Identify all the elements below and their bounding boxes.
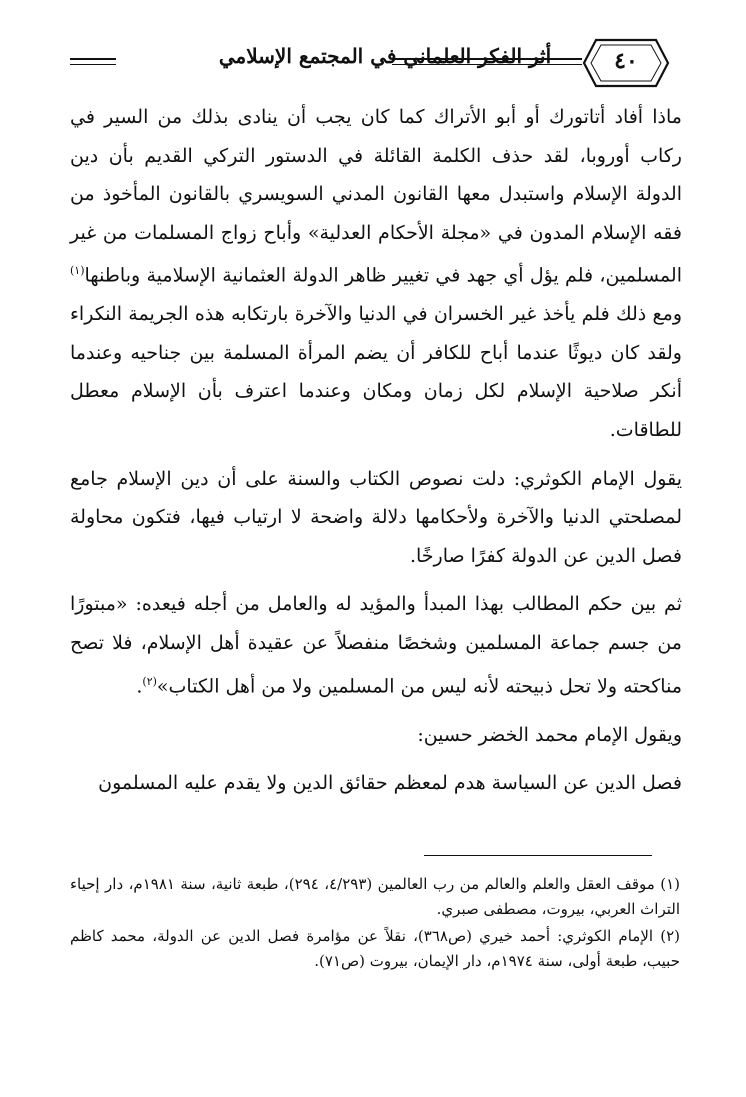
paragraph: ويقول الإمام محمد الخضر حسين: — [417, 723, 682, 746]
footnote-ref: (٢) — [142, 674, 157, 688]
footnotes — [70, 872, 680, 976]
paragraph: فصل الدين عن السياسة هدم لمعظم حقائق الدين ولا يقدم عليه المسلمون — [98, 772, 682, 795]
main-text — [70, 98, 682, 813]
paragraph: يقول الإمام الكوثري: دلت نصوص الكتاب والسنة على أن دين الإسلام جامع لمصلحتي الدنيا والآخرة ولأحكامها دلالة واضحة لا ارتياب فيها، فتكون محاولة فصل الدين عن الدولة كفرًا صارخًا. — [70, 467, 682, 567]
header-rule-left-bottom — [70, 64, 116, 65]
header-rule-right-top — [392, 58, 582, 60]
footnote-ref: (١) — [70, 264, 85, 278]
paragraph-end: . — [136, 674, 143, 697]
running-header — [70, 38, 670, 90]
page-number: ٤٠ — [614, 48, 638, 74]
header-rule-left-top — [70, 58, 116, 60]
running-title: أثر الفكر العلماني في المجتمع الإسلامي — [218, 44, 552, 68]
footnote: (٢) الإمام الكوثري: أحمد خيري (ص٣٦٨)، نقلاً عن مؤامرة فصل الدين عن الدولة، محمد كاظم حبيب، طبعة أولى، سنة ١٩٧٤م، دار الإيمان، بيروت (ص٧١). — [70, 927, 680, 970]
paragraph-text: ثم بين حكم المطالب بهذا المبدأ والمؤيد له والعامل من أجله فيعده: «مبتورًا من جسم جماعة المسلمين وشخصًا منفصلاً عن عقيدة أهل الإسلام، فلا تصح مناكحته ولا تحل ذبيحته لأنه ليس من المسلمين ولا من أهل الكتاب» — [70, 593, 682, 697]
header-rule-right-bottom — [392, 64, 582, 65]
paragraph — [70, 585, 682, 705]
paragraph-text: ومع ذلك فلم يأخذ غير الخسران في الدنيا والآخرة بارتكابه هذه الجريمة النكراء ولقد كان ديوثًا عندما أباح للكافر أن يضم المرأة المسلمة بين جناحيه وعندما أنكر صلاحية الإسلام لكل زمان ومكان وعندما اعترف بأن الإسلام معطل للطاقات. — [70, 303, 682, 442]
paragraph — [70, 98, 682, 450]
footnote-separator — [424, 855, 652, 856]
footnote: (١) موقف العقل والعلم والعالم من رب العالمين (٤/٢٩٣، ٢٩٤)، طبعة ثانية، سنة ١٩٨١م، دار إحياء التراث العربي، بيروت، مصطفى صبري. — [70, 875, 681, 918]
paragraph-text: ماذا أفاد أتاتورك أو أبو الأتراك كما كان يجب أن ينادى بذلك من السير في ركاب أوروبا، لقد حذف الكلمة القائلة في الدستور التركي القديم بأن دين الدولة الإسلام واستبدل معها القانون المدني السويسري بالقانون المأخوذ من فقه الإسلام المدون في «مجلة الأحكام العدلية» وأباح زواج المسلمات من غير المسلمين، فلم يؤل أي جهد في تغيير ظاهر الدولة العثمانية الإسلامية وباطنها — [70, 106, 682, 287]
page-number-badge — [582, 38, 670, 88]
